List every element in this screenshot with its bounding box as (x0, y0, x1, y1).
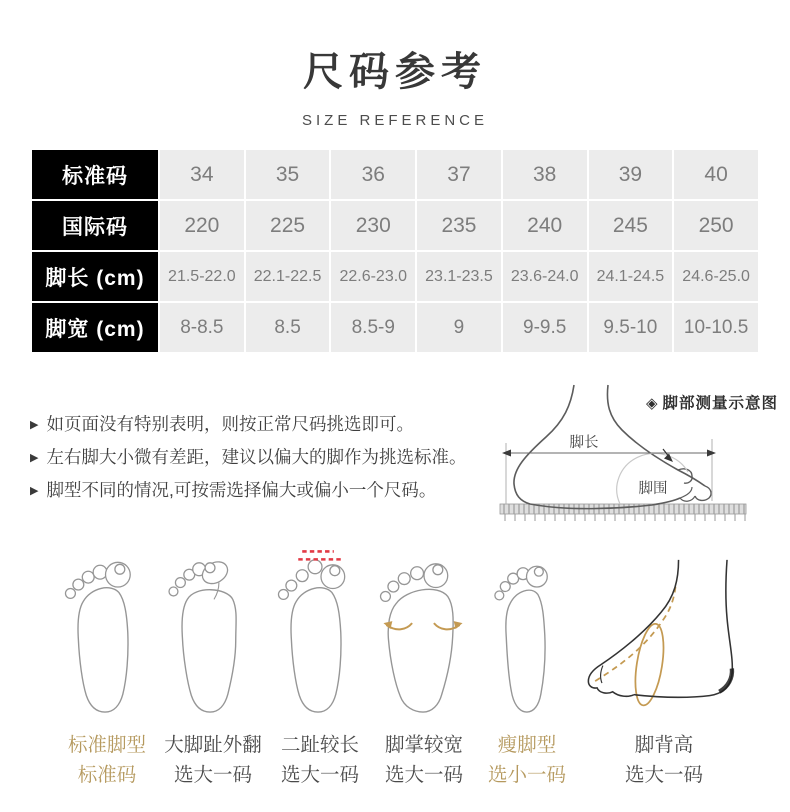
table-cell: 9 (417, 303, 501, 352)
table-row-international (32, 201, 758, 250)
foot-type-standard (52, 548, 162, 790)
foot-type-bunion (160, 548, 266, 790)
foot-type-name: 脚背高 (634, 734, 694, 756)
table-row-foot-width (32, 303, 758, 352)
measure-diagram-title (646, 391, 778, 413)
table-cell: 230 (331, 201, 415, 250)
table-cell: 21.5-22.0 (160, 252, 244, 301)
foot-length-label: 脚长 (569, 435, 599, 451)
foot-long-second-toe-illustration (270, 548, 370, 716)
triangle-bullet-icon: ▶ (30, 452, 39, 464)
note-text: 如页面没有特别表明，则按正常尺码挑选即可。 (46, 414, 414, 434)
note-item (30, 480, 500, 500)
table-cell: 10-10.5 (674, 303, 758, 352)
table-cell: 22.6-23.0 (331, 252, 415, 301)
foot-type-long-second-toe (266, 548, 374, 790)
table-cell: 245 (589, 201, 673, 250)
table-cell: 9-9.5 (503, 303, 587, 352)
foot-type-name: 脚掌较宽 (384, 734, 463, 756)
table-cell: 24.1-24.5 (589, 252, 673, 301)
foot-type-name: 二趾较长 (280, 734, 359, 756)
table-cell: 22.1-22.5 (246, 252, 330, 301)
table-row-foot-length (32, 252, 758, 301)
table-cell: 8.5-9 (331, 303, 415, 352)
note-item (30, 414, 500, 434)
table-cell: 40 (674, 150, 758, 199)
row-label: 脚长 (cm) (32, 252, 158, 301)
row-label: 脚宽 (cm) (32, 303, 158, 352)
table-cell: 250 (674, 201, 758, 250)
table-cell: 24.6-25.0 (674, 252, 758, 301)
foot-type-advice: 选大一码 (624, 764, 703, 786)
table-cell: 225 (246, 201, 330, 250)
measure-diagram (492, 383, 790, 538)
foot-type-name: 标准脚型 (67, 734, 146, 756)
foot-type-advice: 选大一码 (173, 764, 252, 786)
foot-slim-illustration (477, 548, 577, 716)
foot-wide-illustration (374, 548, 474, 716)
foot-type-high-instep (578, 548, 750, 790)
foot-type-name: 大脚趾外翻 (164, 734, 262, 756)
table-cell: 39 (589, 150, 673, 199)
table-cell: 8-8.5 (160, 303, 244, 352)
foot-standard-illustration (57, 548, 157, 716)
diamond-icon: ◈ (645, 395, 659, 412)
table-cell: 38 (503, 150, 587, 199)
table-cell: 235 (417, 201, 501, 250)
row-label: 标准码 (32, 150, 158, 199)
table-cell: 9.5-10 (589, 303, 673, 352)
foot-type-advice: 选大一码 (384, 764, 463, 786)
triangle-bullet-icon: ▶ (30, 485, 39, 497)
table-cell: 23.6-24.0 (503, 252, 587, 301)
table-row-standard (32, 150, 758, 199)
foot-bunion-illustration (163, 548, 263, 716)
size-table (30, 148, 760, 354)
table-cell: 240 (503, 201, 587, 250)
table-cell: 23.1-23.5 (417, 252, 501, 301)
note-text: 左右脚大小微有差距，建议以偏大的脚作为挑选标准。 (46, 447, 467, 467)
header (0, 40, 790, 129)
table-cell: 37 (417, 150, 501, 199)
foot-type-wide (372, 548, 476, 790)
measure-title-text: 脚部测量示意图 (662, 395, 778, 412)
foot-type-name: 瘦脚型 (497, 734, 557, 756)
foot-girth-label: 脚围 (638, 481, 668, 497)
table-cell: 35 (246, 150, 330, 199)
foot-type-advice: 标准码 (77, 764, 137, 786)
page-subtitle: SIZE REFERENCE (301, 112, 489, 129)
triangle-bullet-icon: ▶ (30, 419, 39, 431)
table-cell: 8.5 (246, 303, 330, 352)
foot-high-instep-illustration (579, 556, 749, 716)
note-item (30, 447, 500, 467)
foot-type-advice: 选大一码 (280, 764, 359, 786)
table-cell: 36 (331, 150, 415, 199)
foot-type-slim (474, 548, 580, 790)
row-label: 国际码 (32, 201, 158, 250)
note-text: 脚型不同的情况,可按需选择偏大或偏小一个尺码。 (46, 480, 437, 500)
foot-type-advice: 选小一码 (487, 764, 566, 786)
notes-list (30, 414, 500, 513)
table-cell: 220 (160, 201, 244, 250)
table-cell: 34 (160, 150, 244, 199)
page-title: 尺码参考 (303, 50, 487, 94)
